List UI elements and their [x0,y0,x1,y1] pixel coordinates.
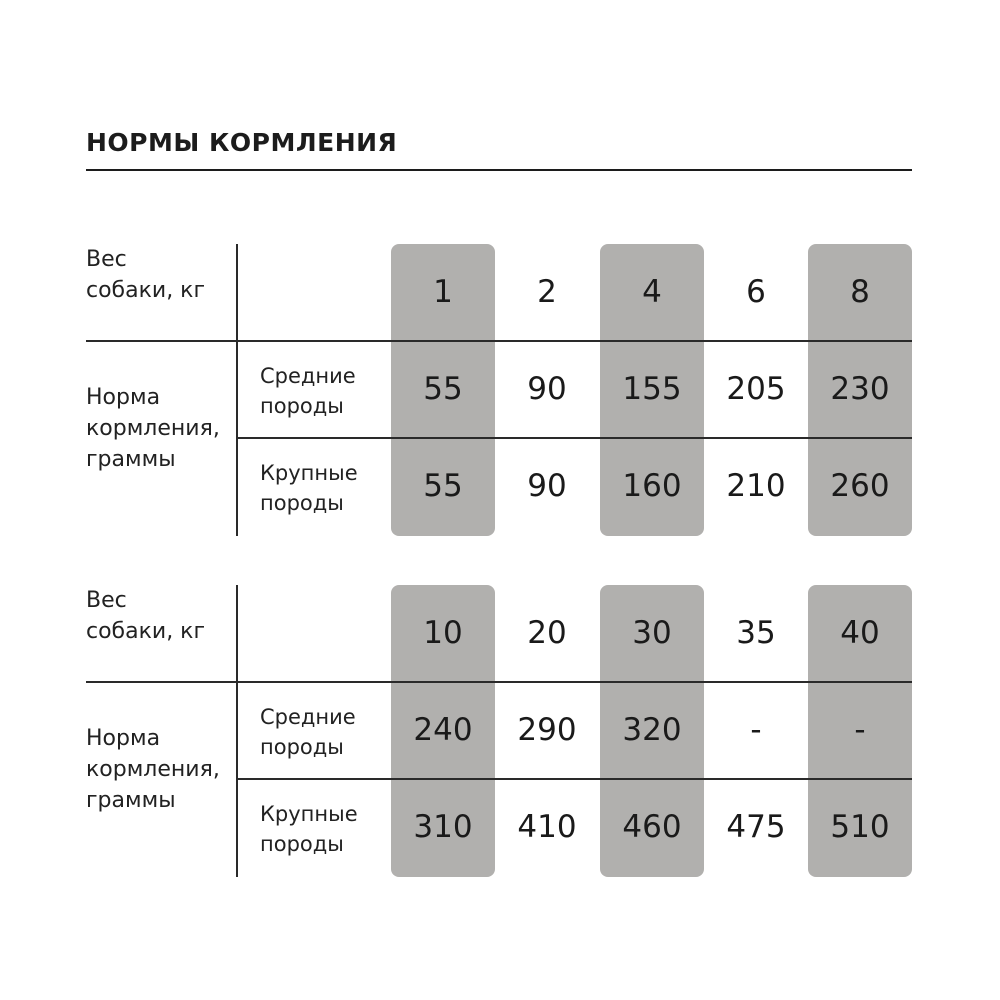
vertical-divider [236,244,238,536]
medium-breeds-cell: 230 [830,371,890,407]
weight-cell: 35 [736,615,776,651]
vertical-divider [236,585,238,877]
medium-breeds-label [260,702,356,762]
norm-label-line: кормления, [86,416,220,441]
feeding-table-2 [0,585,1000,877]
large-breeds-cell: 160 [622,468,682,504]
title-underline [86,169,912,171]
medium-breeds-cell: - [854,712,866,748]
large-breeds-cell: 55 [423,468,463,504]
norm-label-line: граммы [86,788,176,813]
row-divider [86,340,912,342]
weight-cell: 40 [840,615,880,651]
medium-label-line: породы [260,394,344,418]
large-breeds-cell: 90 [527,468,567,504]
weight-cell: 30 [632,615,672,651]
weight-label-line: собаки, кг [86,278,206,303]
medium-label-line: Средние [260,705,356,729]
norm-label-line: кормления, [86,757,220,782]
medium-breeds-cell: 320 [622,712,682,748]
medium-breeds-cell: 205 [726,371,786,407]
feeding-table-1 [0,244,1000,536]
large-breeds-cell: 460 [622,809,682,845]
weight-cell: 6 [746,274,766,310]
weight-cell: 20 [527,615,567,651]
large-label-line: породы [260,832,344,856]
large-label-line: породы [260,491,344,515]
norm-label-line: граммы [86,447,176,472]
page-title: НОРМЫ КОРМЛЕНИЯ [86,128,398,157]
large-breeds-cell: 260 [830,468,890,504]
large-breeds-cell: 475 [726,809,786,845]
row-divider [237,437,912,439]
large-label-line: Крупные [260,802,358,826]
weight-cell: 1 [433,274,453,310]
norm-label-line: Норма [86,385,161,410]
medium-breeds-cell: 90 [527,371,567,407]
weight-label-line: собаки, кг [86,619,206,644]
weight-cell: 8 [850,274,870,310]
large-breeds-cell: 410 [517,809,577,845]
medium-breeds-cell: 55 [423,371,463,407]
medium-breeds-cell: 290 [517,712,577,748]
norm-label [86,723,220,816]
weight-cell: 4 [642,274,662,310]
row-divider [86,681,912,683]
medium-breeds-label [260,361,356,421]
weight-label-line: Вес [86,247,127,272]
large-breeds-label [260,458,358,518]
medium-label-line: породы [260,735,344,759]
large-breeds-cell: 210 [726,468,786,504]
medium-label-line: Средние [260,364,356,388]
norm-label-line: Норма [86,726,161,751]
medium-breeds-cell: 155 [622,371,682,407]
weight-cell: 10 [423,615,463,651]
medium-breeds-cell: 240 [413,712,473,748]
row-divider [237,778,912,780]
weight-label [86,585,205,647]
large-breeds-cell: 510 [830,809,890,845]
large-breeds-cell: 310 [413,809,473,845]
large-label-line: Крупные [260,461,358,485]
weight-cell: 2 [537,274,557,310]
weight-label [86,244,205,306]
norm-label [86,382,220,475]
weight-label-line: Вес [86,588,127,613]
large-breeds-label [260,799,358,859]
medium-breeds-cell: - [750,712,762,748]
